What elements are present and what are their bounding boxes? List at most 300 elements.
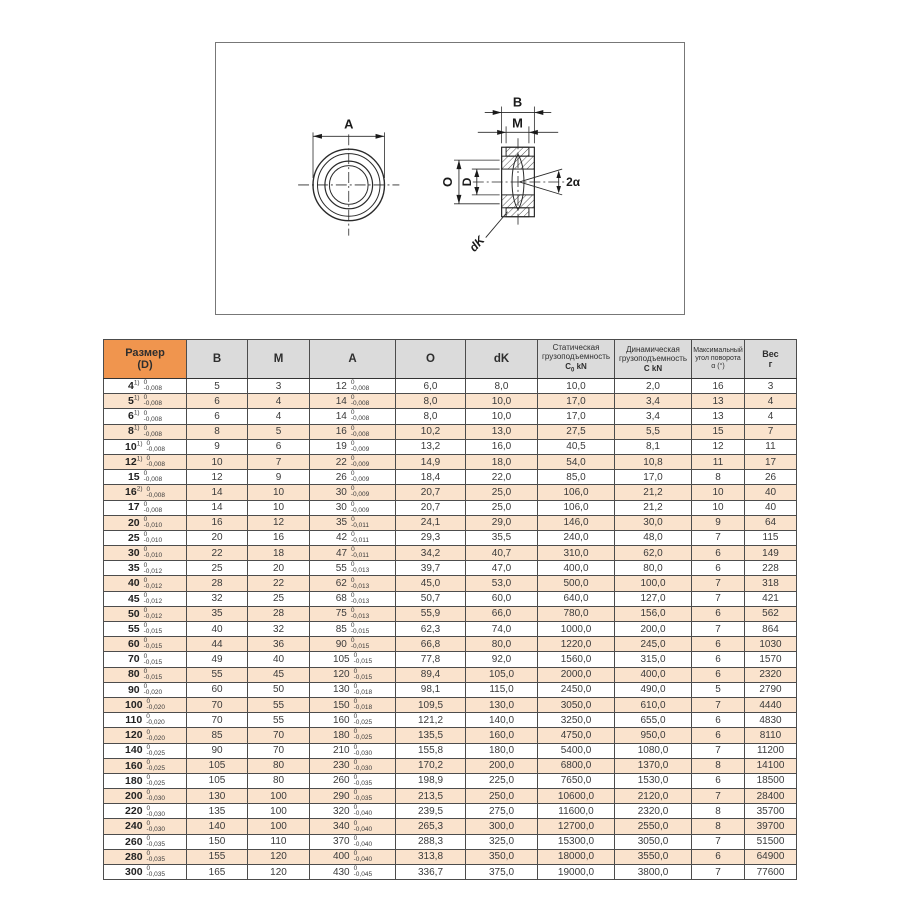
table-cell: 21,2 bbox=[615, 485, 692, 500]
table-cell: 260 0 -0,035 bbox=[104, 834, 187, 849]
table-cell: 100 bbox=[248, 789, 310, 804]
tolerance: 0 -0,040 bbox=[353, 819, 373, 833]
table-cell: 48,0 bbox=[615, 530, 692, 545]
table-cell: 350,0 bbox=[466, 849, 538, 864]
table-cell: 35 bbox=[187, 606, 248, 621]
table-cell: 9 bbox=[248, 470, 310, 485]
table-cell: 30 0 -0,010 bbox=[104, 546, 187, 561]
table-cell: 53,0 bbox=[466, 576, 538, 591]
table-cell: 20,7 bbox=[396, 485, 466, 500]
table-cell: 60 bbox=[187, 682, 248, 697]
table-cell: 370 0 -0,040 bbox=[310, 834, 396, 849]
table-cell: 70 bbox=[248, 743, 310, 758]
table-cell: 135,5 bbox=[396, 728, 466, 743]
table-cell: 8 bbox=[692, 819, 745, 834]
table-cell: 950,0 bbox=[615, 728, 692, 743]
table-cell: 180 0 -0,025 bbox=[104, 773, 187, 788]
table-cell: 562 bbox=[745, 606, 797, 621]
table-cell: 90 0 -0,015 bbox=[310, 637, 396, 652]
table-cell: 20 0 -0,010 bbox=[104, 515, 187, 530]
tolerance: 0 -0,035 bbox=[146, 850, 165, 864]
table-cell: 54,0 bbox=[538, 454, 615, 469]
table-cell: 3,4 bbox=[615, 394, 692, 409]
table-cell: 68 0 -0,013 bbox=[310, 591, 396, 606]
tolerance: 0 -0,008 bbox=[350, 379, 370, 393]
col-header-max-angle bbox=[692, 340, 745, 379]
table-cell: 9 bbox=[692, 515, 745, 530]
table-cell: 109,5 bbox=[396, 697, 466, 712]
table-cell: 220 0 -0,030 bbox=[104, 804, 187, 819]
table-row bbox=[104, 546, 797, 561]
table-cell: 55 0 -0,015 bbox=[104, 622, 187, 637]
technical-drawing bbox=[215, 42, 685, 315]
tolerance: 0 -0,010 bbox=[143, 546, 163, 560]
table-cell: 245,0 bbox=[615, 637, 692, 652]
table-cell: 15 0 -0,008 bbox=[104, 470, 187, 485]
table-cell: 18 bbox=[248, 546, 310, 561]
table-cell: 130 0 -0,018 bbox=[310, 682, 396, 697]
table-cell: 3250,0 bbox=[538, 713, 615, 728]
table-cell: 6 bbox=[692, 849, 745, 864]
tolerance: 0 -0,030 bbox=[353, 758, 373, 772]
table-cell: 40 bbox=[745, 485, 797, 500]
table-row bbox=[104, 865, 797, 880]
table-cell: 14,9 bbox=[396, 454, 466, 469]
table-cell: 130 bbox=[187, 789, 248, 804]
table-cell: 18000,0 bbox=[538, 849, 615, 864]
dynamic-load-line1: Динамическая bbox=[626, 345, 680, 354]
tolerance: 0 -0,010 bbox=[143, 515, 163, 529]
table-row bbox=[104, 439, 797, 454]
max-angle-line1: Максимальный bbox=[693, 347, 743, 354]
tolerance: 0 -0,040 bbox=[353, 849, 373, 863]
table-cell: 25,0 bbox=[466, 500, 538, 515]
tolerance: 0 -0,025 bbox=[353, 728, 373, 742]
tolerance: 0 -0,030 bbox=[146, 819, 165, 833]
table-cell: 4750,0 bbox=[538, 728, 615, 743]
table-row bbox=[104, 637, 797, 652]
table-cell: 105 0 -0,015 bbox=[310, 652, 396, 667]
table-cell: 47 0 -0,011 bbox=[310, 546, 396, 561]
table-cell: 66,8 bbox=[396, 637, 466, 652]
table-cell: 318 bbox=[745, 576, 797, 591]
table-cell: 160 0 -0,025 bbox=[310, 713, 396, 728]
table-cell: 3800,0 bbox=[615, 865, 692, 880]
table-cell: 10,0 bbox=[538, 379, 615, 394]
dim-label-2a: 2α bbox=[566, 174, 581, 189]
table-cell: 98,1 bbox=[396, 682, 466, 697]
table-cell: 120 0 -0,015 bbox=[310, 667, 396, 682]
table-cell: 35,5 bbox=[466, 530, 538, 545]
table-cell: 288,3 bbox=[396, 834, 466, 849]
table-row bbox=[104, 682, 797, 697]
table-cell: 8 bbox=[692, 470, 745, 485]
tolerance: 0 -0,013 bbox=[350, 591, 370, 605]
table-cell: 300 0 -0,035 bbox=[104, 865, 187, 880]
table-cell: 400 0 -0,040 bbox=[310, 849, 396, 864]
table-cell: 3050,0 bbox=[538, 697, 615, 712]
header-size-line1: Размер bbox=[125, 347, 165, 359]
table-cell: 64900 bbox=[745, 849, 797, 864]
table-row bbox=[104, 576, 797, 591]
table-cell: 21,2 bbox=[615, 500, 692, 515]
table-cell: 45,0 bbox=[396, 576, 466, 591]
table-cell: 39700 bbox=[745, 819, 797, 834]
table-row bbox=[104, 667, 797, 682]
table-row bbox=[104, 409, 797, 424]
tolerance: 0 -0,008 bbox=[350, 409, 370, 423]
table-cell: 121,2 bbox=[396, 713, 466, 728]
table-row bbox=[104, 773, 797, 788]
table-cell: 8$^{1)}$ 0 -0,008 bbox=[104, 424, 187, 439]
table-row bbox=[104, 728, 797, 743]
dim-label-b: B bbox=[512, 94, 523, 110]
table-cell: 4 bbox=[745, 409, 797, 424]
tolerance: 0 -0,015 bbox=[353, 652, 373, 666]
table-cell: 44 bbox=[187, 637, 248, 652]
table-row bbox=[104, 697, 797, 712]
table-cell: 120 bbox=[248, 865, 310, 880]
tolerance: 0 -0,025 bbox=[146, 758, 165, 772]
table-cell: 14 0 -0,008 bbox=[310, 409, 396, 424]
table-cell: 17 bbox=[745, 454, 797, 469]
table-cell: 7 bbox=[692, 591, 745, 606]
tolerance: 0 -0,011 bbox=[351, 546, 370, 560]
table-cell: 10 bbox=[692, 485, 745, 500]
table-cell: 2000,0 bbox=[538, 667, 615, 682]
table-cell: 6,0 bbox=[396, 379, 466, 394]
table-cell: 105 bbox=[187, 773, 248, 788]
table-cell: 16 bbox=[248, 530, 310, 545]
table-cell: 228 bbox=[745, 561, 797, 576]
table-cell: 170,2 bbox=[396, 758, 466, 773]
table-cell: 45 0 -0,012 bbox=[104, 591, 187, 606]
table-cell: 6$^{1)}$ 0 -0,008 bbox=[104, 409, 187, 424]
tolerance: 0 -0,015 bbox=[143, 622, 163, 636]
table-cell: 15300,0 bbox=[538, 834, 615, 849]
table-cell: 12 bbox=[248, 515, 310, 530]
tolerance: 0 -0,020 bbox=[146, 698, 165, 712]
table-cell: 39,7 bbox=[396, 561, 466, 576]
weight-line1: Вес bbox=[762, 349, 779, 359]
table-cell: 17,0 bbox=[538, 394, 615, 409]
table-cell: 6 bbox=[692, 713, 745, 728]
table-cell: 10 bbox=[248, 485, 310, 500]
table-cell: 140 bbox=[187, 819, 248, 834]
table-cell: 55,9 bbox=[396, 606, 466, 621]
table-cell: 315,0 bbox=[615, 652, 692, 667]
header-row bbox=[104, 340, 797, 379]
table-cell: 7 bbox=[745, 424, 797, 439]
table-cell: 17,0 bbox=[615, 470, 692, 485]
table-cell: 1560,0 bbox=[538, 652, 615, 667]
tolerance: 0 -0,008 bbox=[143, 379, 163, 393]
table-cell: 62 0 -0,013 bbox=[310, 576, 396, 591]
table-cell: 30 0 -0,009 bbox=[310, 500, 396, 515]
table-cell: 5400,0 bbox=[538, 743, 615, 758]
table-cell: 40 bbox=[187, 622, 248, 637]
dim-label-d: D bbox=[459, 177, 474, 187]
table-cell: 106,0 bbox=[538, 500, 615, 515]
table-cell: 6 bbox=[187, 409, 248, 424]
table-cell: 12700,0 bbox=[538, 819, 615, 834]
table-cell: 14 bbox=[187, 500, 248, 515]
dynamic-load-unit: C kN bbox=[643, 364, 663, 373]
table-cell: 80 0 -0,015 bbox=[104, 667, 187, 682]
tolerance: 0 -0,015 bbox=[143, 652, 163, 666]
table-cell: 127,0 bbox=[615, 591, 692, 606]
table-row bbox=[104, 743, 797, 758]
table-cell: 5 bbox=[187, 379, 248, 394]
table-cell: 11200 bbox=[745, 743, 797, 758]
tolerance: 0 -0,008 bbox=[143, 394, 163, 408]
table-cell: 70 bbox=[248, 728, 310, 743]
table-cell: 55 0 -0,013 bbox=[310, 561, 396, 576]
table-cell: 260 0 -0,035 bbox=[310, 773, 396, 788]
col-header-size bbox=[104, 340, 187, 379]
tolerance: 0 -0,009 bbox=[350, 485, 370, 499]
table-cell: 160,0 bbox=[466, 728, 538, 743]
table-cell: 2320,0 bbox=[615, 804, 692, 819]
table-cell: 864 bbox=[745, 622, 797, 637]
table-cell: 240,0 bbox=[538, 530, 615, 545]
table-cell: 6800,0 bbox=[538, 758, 615, 773]
table-cell: 51500 bbox=[745, 834, 797, 849]
table-cell: 8,0 bbox=[466, 379, 538, 394]
table-cell: 16$^{2)}$ 0 -0,008 bbox=[104, 485, 187, 500]
table-cell: 62,0 bbox=[615, 546, 692, 561]
dim-label-dk: dK bbox=[466, 233, 488, 255]
table-cell: 2320 bbox=[745, 667, 797, 682]
table-cell: 25,0 bbox=[466, 485, 538, 500]
col-header-static-load bbox=[538, 340, 615, 379]
table-cell: 340 0 -0,040 bbox=[310, 819, 396, 834]
table-cell: 336,7 bbox=[396, 865, 466, 880]
tolerance: 0 -0,009 bbox=[350, 455, 370, 469]
tolerance: 0 -0,035 bbox=[146, 865, 165, 879]
table-cell: 400,0 bbox=[538, 561, 615, 576]
table-cell: 32 bbox=[248, 622, 310, 637]
table-cell: 62,3 bbox=[396, 622, 466, 637]
col-header-a: A bbox=[310, 340, 396, 379]
table-cell: 7 bbox=[248, 454, 310, 469]
tolerance: 0 -0,018 bbox=[353, 698, 373, 712]
table-row bbox=[104, 470, 797, 485]
table-cell: 13,2 bbox=[396, 439, 466, 454]
table-cell: 200,0 bbox=[615, 622, 692, 637]
table-cell: 29,3 bbox=[396, 530, 466, 545]
table-cell: 17 0 -0,008 bbox=[104, 500, 187, 515]
col-header-dynamic-load bbox=[615, 340, 692, 379]
tolerance: 0 -0,013 bbox=[350, 576, 370, 590]
table-cell: 6 bbox=[692, 606, 745, 621]
table-cell: 280 0 -0,035 bbox=[104, 849, 187, 864]
table-cell: 40,5 bbox=[538, 439, 615, 454]
table-cell: 239,5 bbox=[396, 804, 466, 819]
table-cell: 10600,0 bbox=[538, 789, 615, 804]
table-cell: 5 bbox=[692, 682, 745, 697]
tolerance: 0 -0,008 bbox=[350, 394, 370, 408]
tolerance: 0 -0,009 bbox=[350, 500, 370, 514]
table-cell: 14100 bbox=[745, 758, 797, 773]
table-cell: 6 bbox=[248, 439, 310, 454]
dim-label-m: M bbox=[512, 115, 523, 131]
col-header-o: O bbox=[396, 340, 466, 379]
tolerance: 0 -0,012 bbox=[143, 561, 163, 575]
table-cell: 13,0 bbox=[466, 424, 538, 439]
table-cell: 500,0 bbox=[538, 576, 615, 591]
tolerance: 0 -0,008 bbox=[143, 424, 163, 438]
table-cell: 7 bbox=[692, 622, 745, 637]
table-cell: 490,0 bbox=[615, 682, 692, 697]
table-cell: 105 bbox=[187, 758, 248, 773]
tolerance: 0 -0,009 bbox=[350, 439, 370, 453]
tolerance: 0 -0,012 bbox=[143, 576, 163, 590]
tolerance: 0 -0,030 bbox=[146, 804, 165, 818]
table-cell: 92,0 bbox=[466, 652, 538, 667]
table-cell: 3550,0 bbox=[615, 849, 692, 864]
table-body bbox=[104, 379, 797, 880]
table-cell: 26 bbox=[745, 470, 797, 485]
table-cell: 156,0 bbox=[615, 606, 692, 621]
table-cell: 8,1 bbox=[615, 439, 692, 454]
tolerance: 0 -0,025 bbox=[146, 743, 165, 757]
table-cell: 100 0 -0,020 bbox=[104, 697, 187, 712]
table-cell: 60 0 -0,015 bbox=[104, 637, 187, 652]
table-cell: 780,0 bbox=[538, 606, 615, 621]
table-cell: 47,0 bbox=[466, 561, 538, 576]
col-header-m: M bbox=[248, 340, 310, 379]
table-cell: 22 0 -0,009 bbox=[310, 454, 396, 469]
table-cell: 7 bbox=[692, 743, 745, 758]
table-cell: 11 bbox=[692, 454, 745, 469]
front-view bbox=[298, 132, 399, 235]
table-cell: 200 0 -0,030 bbox=[104, 789, 187, 804]
table-cell: 80,0 bbox=[615, 561, 692, 576]
table-cell: 22,0 bbox=[466, 470, 538, 485]
tolerance: 0 -0,020 bbox=[146, 728, 165, 742]
tolerance: 0 -0,012 bbox=[143, 607, 163, 621]
table-row bbox=[104, 622, 797, 637]
static-load-unit: $C_0$ kN bbox=[565, 361, 587, 374]
tolerance: 0 -0,013 bbox=[350, 606, 370, 620]
table-cell: 13 bbox=[692, 409, 745, 424]
table-cell: 8110 bbox=[745, 728, 797, 743]
table-cell: 55 bbox=[248, 713, 310, 728]
table-cell: 6 bbox=[692, 546, 745, 561]
table-cell: 28400 bbox=[745, 789, 797, 804]
table-cell: 2790 bbox=[745, 682, 797, 697]
table-cell: 49 bbox=[187, 652, 248, 667]
tolerance: 0 -0,020 bbox=[143, 683, 163, 697]
table-cell: 25 bbox=[248, 591, 310, 606]
table-cell: 400,0 bbox=[615, 667, 692, 682]
table-cell: 100 bbox=[248, 804, 310, 819]
table-cell: 210 0 -0,030 bbox=[310, 743, 396, 758]
table-cell: 7 bbox=[692, 530, 745, 545]
table-cell: 2450,0 bbox=[538, 682, 615, 697]
table-cell: 4440 bbox=[745, 697, 797, 712]
table-cell: 7 bbox=[692, 697, 745, 712]
table-cell: 421 bbox=[745, 591, 797, 606]
table-cell: 18500 bbox=[745, 773, 797, 788]
tolerance: 0 -0,025 bbox=[353, 713, 373, 727]
tolerance: 0 -0,008 bbox=[143, 409, 163, 423]
table-cell: 18,4 bbox=[396, 470, 466, 485]
table-cell: 149 bbox=[745, 546, 797, 561]
table-cell: 10,0 bbox=[466, 409, 538, 424]
table-cell: 6 bbox=[187, 394, 248, 409]
table-cell: 1030 bbox=[745, 637, 797, 652]
table-cell: 19 0 -0,009 bbox=[310, 439, 396, 454]
table-cell: 12 0 -0,008 bbox=[310, 379, 396, 394]
table-cell: 310,0 bbox=[538, 546, 615, 561]
table-cell: 77600 bbox=[745, 865, 797, 880]
table-cell: 140,0 bbox=[466, 713, 538, 728]
table-cell: 20 bbox=[187, 530, 248, 545]
table-cell: 70 0 -0,015 bbox=[104, 652, 187, 667]
tolerance: 0 -0,008 bbox=[143, 470, 163, 484]
table-cell: 165 bbox=[187, 865, 248, 880]
table-row bbox=[104, 713, 797, 728]
table-cell: 198,9 bbox=[396, 773, 466, 788]
table-cell: 160 0 -0,025 bbox=[104, 758, 187, 773]
tolerance: 0 -0,015 bbox=[143, 637, 163, 651]
table-row bbox=[104, 515, 797, 530]
table-cell: 30,0 bbox=[615, 515, 692, 530]
table-cell: 275,0 bbox=[466, 804, 538, 819]
table-cell: 77,8 bbox=[396, 652, 466, 667]
table-cell: 3 bbox=[248, 379, 310, 394]
table-cell: 40,7 bbox=[466, 546, 538, 561]
table-cell: 9 bbox=[187, 439, 248, 454]
table-cell: 64 bbox=[745, 515, 797, 530]
table-cell: 19000,0 bbox=[538, 865, 615, 880]
tolerance: 0 -0,012 bbox=[143, 591, 163, 605]
table-row bbox=[104, 485, 797, 500]
table-cell: 66,0 bbox=[466, 606, 538, 621]
dynamic-load-line2: грузоподъемность bbox=[618, 354, 688, 363]
table-cell: 8,0 bbox=[396, 409, 466, 424]
table-cell: 55 bbox=[187, 667, 248, 682]
table-row bbox=[104, 758, 797, 773]
table-cell: 180,0 bbox=[466, 743, 538, 758]
table-cell: 4 bbox=[745, 394, 797, 409]
table-cell: 90 bbox=[187, 743, 248, 758]
bearing-drawing-svg bbox=[216, 43, 684, 314]
table-cell: 140 0 -0,025 bbox=[104, 743, 187, 758]
table-cell: 100 bbox=[248, 819, 310, 834]
table-cell: 24,1 bbox=[396, 515, 466, 530]
table-cell: 250,0 bbox=[466, 789, 538, 804]
table-cell: 135 bbox=[187, 804, 248, 819]
table-cell: 35 0 -0,011 bbox=[310, 515, 396, 530]
table-cell: 1570 bbox=[745, 652, 797, 667]
table-cell: 16,0 bbox=[466, 439, 538, 454]
table-cell: 8 bbox=[692, 804, 745, 819]
table-cell: 6 bbox=[692, 728, 745, 743]
table-cell: 325,0 bbox=[466, 834, 538, 849]
table-cell: 155,8 bbox=[396, 743, 466, 758]
table-row bbox=[104, 652, 797, 667]
table-cell: 11600,0 bbox=[538, 804, 615, 819]
table-row bbox=[104, 789, 797, 804]
tolerance: 0 -0,018 bbox=[353, 682, 373, 696]
tolerance: 0 -0,045 bbox=[353, 865, 373, 879]
table-cell: 313,8 bbox=[396, 849, 466, 864]
table-cell: 50 bbox=[248, 682, 310, 697]
tolerance: 0 -0,015 bbox=[143, 667, 163, 681]
